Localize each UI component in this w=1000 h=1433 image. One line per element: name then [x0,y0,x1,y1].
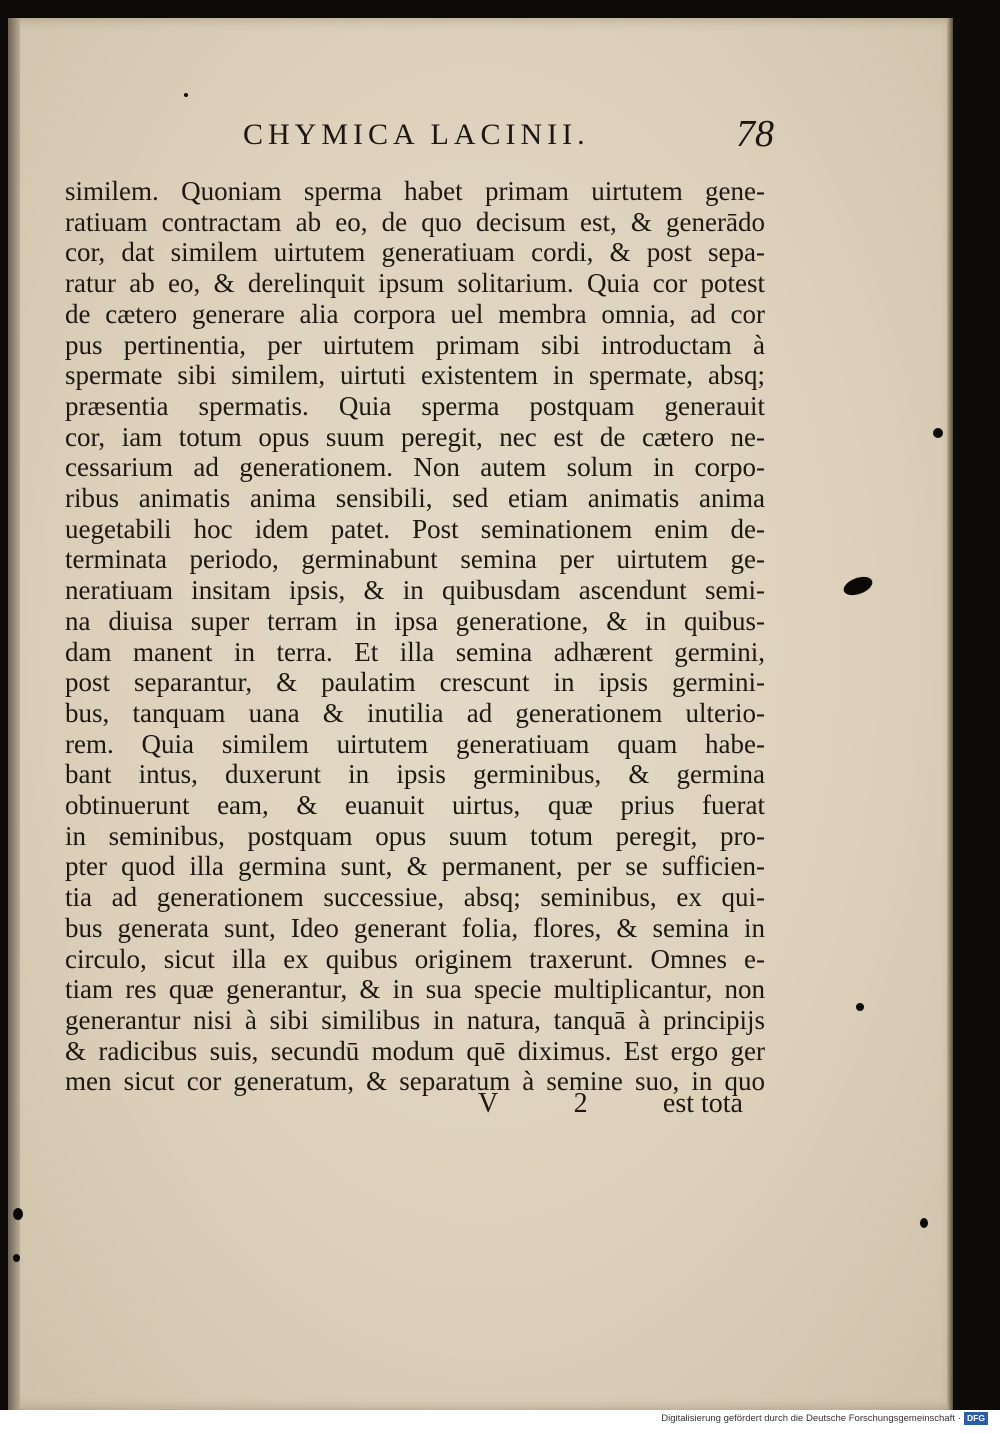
text-line: spermate sibi similem, uirtuti existentem in spermate, absq; [65,360,765,391]
text-line: de cætero generare alia corpora uel membra omnia, ad cor [65,298,765,329]
text-line: obtinuerunt eam, & euanuit uirtus, quæ prius fuerat [65,790,765,821]
book-page [8,18,953,1410]
ink-blot [841,573,875,598]
text-line: terminata periodo, germinabunt semina per uirtutem ge- [65,544,765,575]
text-line: ribus animatis anima sensibili, sed etiam animatis anima [65,483,765,514]
folio-number: 78 [736,113,774,155]
ink-speck [13,1254,20,1262]
text-line: cor, iam totum opus suum peregit, nec est de cætero ne- [65,421,765,452]
text-line: præsentia spermatis. Quia sperma postquam generauit [65,390,765,421]
text-line: men sicut cor generatum, & separatum à semine suo, in quo [65,1066,765,1097]
text-line: bus, tanquam uana & inutilia ad generationem ulterio- [65,697,765,728]
dfg-logo: DFG [964,1412,988,1425]
signature-number: 2 [573,1088,588,1119]
text-line: bant intus, duxerunt in ipsis germinibus, & germina [65,759,765,790]
credit-separator: · [957,1413,962,1424]
ink-speck [13,1208,23,1220]
text-line: na diuisa super terram in ipsa generatione, & in quibus- [65,605,765,636]
text-line: ratur ab eo, & derelinquit ipsum solitarium. Quia cor potest [65,268,765,299]
catchline [478,1088,743,1120]
signature-mark: V [478,1088,499,1119]
text-line: bus generata sunt, Ideo generant folia, flores, & semina in [65,912,765,943]
text-line: ratiuam contractam ab eo, de quo decisum est, & generādo [65,206,765,237]
text-line: tiam res quæ generantur, & in sua specie multiplicantur, non [65,974,765,1005]
text-line: pter quod illa germina sunt, & permanent, per se sufficien- [65,851,765,882]
catchword: est tota [662,1088,743,1119]
digitization-credit [661,1412,988,1425]
body-text [65,176,765,1097]
text-line: neratiuam insitam ipsis, & in quibusdam ascendunt semi- [65,575,765,606]
page-gutter-shadow [8,18,20,1410]
text-line: generantur nisi à sibi similibus in natura, tanquā à principijs [65,1004,765,1035]
text-line: uegetabili hoc idem patet. Post seminationem enim de- [65,513,765,544]
text-line: tia ad generationem successiue, absq; seminibus, ex qui- [65,882,765,913]
page-edge-shadow [947,18,953,1410]
running-head: CHYMICA LACINII. [243,118,590,151]
ink-speck [920,1218,928,1228]
text-line: circulo, sicut illa ex quibus originem traxerunt. Omnes e- [65,943,765,974]
credit-text: Digitalisierung gefördert durch die Deutsche Forschungsgemeinschaft [661,1413,955,1424]
text-line: similem. Quoniam sperma habet primam uirtutem gene- [65,176,765,206]
text-line: & radicibus suis, secundū modum quē diximus. Est ergo ger [65,1035,765,1066]
text-line: dam manent in terra. Et illa semina adhærent germini, [65,636,765,667]
text-line: cessarium ad generationem. Non autem solum in corpo- [65,452,765,483]
text-line: rem. Quia similem uirtutem generatiuam quam habe- [65,728,765,759]
ink-speck [933,428,943,438]
ink-speck [184,93,188,97]
text-line: cor, dat similem uirtutem generatiuam cordi, & post sepa- [65,237,765,268]
ink-speck [856,1003,864,1011]
text-line: in seminibus, postquam opus suum totum peregit, pro- [65,820,765,851]
text-line: post separantur, & paulatim crescunt in ipsis germini- [65,667,765,698]
text-line: pus pertinentia, per uirtutem primam sibi introductam à [65,329,765,360]
